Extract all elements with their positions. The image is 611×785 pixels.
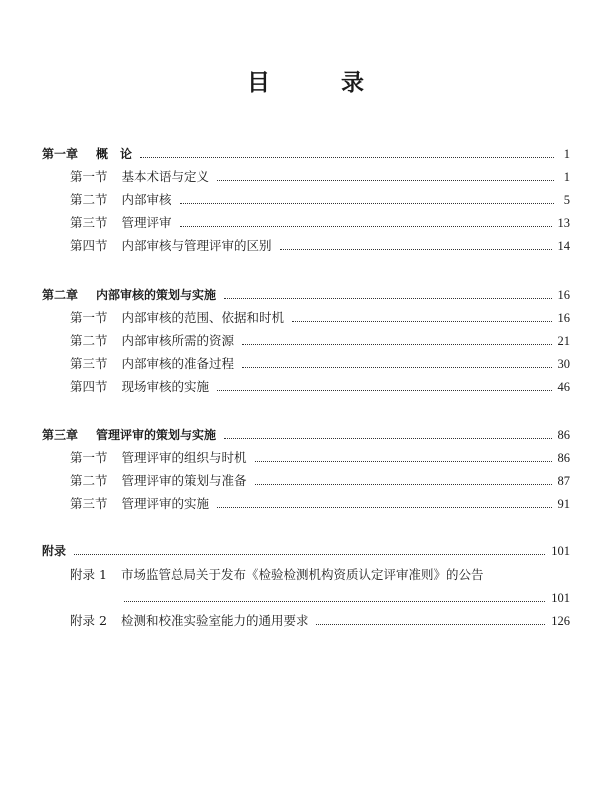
- dot-leader: [217, 179, 554, 181]
- chapter-title: 管理评审的策划与实施: [96, 428, 217, 442]
- dot-leader: [242, 366, 551, 368]
- dot-leader: [255, 483, 552, 485]
- section-number: 第三节: [70, 356, 108, 371]
- toc-appendix[interactable]: [42, 541, 570, 561]
- appendix-title: 附录: [42, 544, 67, 558]
- page-number: 101: [551, 544, 570, 558]
- section-title: 管理评审的组织与时机: [121, 450, 247, 465]
- toc-section[interactable]: [70, 236, 570, 256]
- chapter-title: 内部审核的策划与实施: [96, 288, 217, 302]
- toc-chapter-3[interactable]: [42, 425, 570, 445]
- section-number: 第一节: [70, 310, 108, 325]
- section-title: 内部审核的范围、依据和时机: [121, 310, 285, 325]
- section-number: 第三节: [70, 496, 108, 511]
- page-number: 1: [563, 170, 570, 184]
- section-title: 管理评审的策划与准备: [121, 473, 247, 488]
- dot-leader: [217, 389, 551, 391]
- dot-leader: [242, 343, 551, 345]
- dot-leader: [224, 437, 551, 439]
- dot-leader: [217, 506, 551, 508]
- dot-leader: [255, 460, 552, 462]
- section-number: 第一节: [70, 169, 108, 184]
- page-number: 87: [557, 474, 570, 488]
- page-title: 目 录: [247, 69, 388, 96]
- chapter-number: 第二章: [42, 288, 79, 302]
- toc-section[interactable]: [70, 377, 570, 397]
- toc-section[interactable]: [70, 354, 570, 374]
- dot-leader: [180, 202, 554, 204]
- section-title: 内部审核: [121, 192, 172, 207]
- dot-leader: [292, 320, 551, 322]
- appendix-item-title: 检测和校准实验室能力的通用要求: [120, 613, 309, 628]
- toc-chapter-1[interactable]: [42, 144, 570, 164]
- section-number: 第四节: [70, 379, 108, 394]
- section-number: 第四节: [70, 238, 108, 253]
- page-number: 86: [557, 428, 570, 442]
- chapter-number: 第一章: [42, 147, 79, 161]
- section-title: 内部审核的准备过程: [121, 356, 235, 371]
- page-number: 126: [551, 614, 570, 628]
- appendix-number: 附录 2: [70, 613, 107, 628]
- page-number: 46: [557, 380, 570, 394]
- appendix-number: 附录 1: [70, 567, 107, 582]
- toc-section[interactable]: [70, 308, 570, 328]
- section-number: 第二节: [70, 192, 108, 207]
- section-number: 第一节: [70, 450, 108, 465]
- dot-leader: [124, 600, 545, 602]
- page-number: 13: [557, 216, 570, 230]
- section-number: 第三节: [70, 215, 108, 230]
- page-number: 14: [557, 239, 570, 253]
- section-title: 内部审核所需的资源: [121, 333, 235, 348]
- toc-section[interactable]: [70, 190, 570, 210]
- appendix-item-title: 市场监管总局关于发布《检验检测机构资质认定评审准则》的公告: [120, 567, 484, 582]
- dot-leader: [316, 623, 545, 625]
- page-number: 86: [557, 451, 570, 465]
- section-title: 基本术语与定义: [121, 169, 210, 184]
- dot-leader: [224, 297, 551, 299]
- section-number: 第二节: [70, 473, 108, 488]
- toc-section[interactable]: [70, 448, 570, 468]
- section-number: 第二节: [70, 333, 108, 348]
- page-number: 21: [557, 334, 570, 348]
- toc-section[interactable]: [70, 167, 570, 187]
- toc-section[interactable]: [70, 471, 570, 491]
- toc-appendix-item-1-continuation[interactable]: [70, 588, 570, 608]
- toc-appendix-item-1[interactable]: [70, 565, 570, 585]
- page-number: 5: [563, 193, 570, 207]
- section-title: 内部审核与管理评审的区别: [121, 238, 272, 253]
- page-number: 1: [563, 147, 570, 161]
- dot-leader: [180, 225, 552, 227]
- section-title: 管理评审: [121, 215, 172, 230]
- toc-section[interactable]: [70, 213, 570, 233]
- page-number: 16: [557, 311, 570, 325]
- section-title: 管理评审的实施: [121, 496, 210, 511]
- dot-leader: [140, 156, 554, 158]
- section-title: 现场审核的实施: [121, 379, 210, 394]
- toc-section[interactable]: [70, 494, 570, 514]
- page-number: 101: [551, 591, 570, 605]
- page-number: 16: [557, 288, 570, 302]
- page-number: 30: [557, 357, 570, 371]
- dot-leader: [74, 553, 545, 555]
- toc-chapter-2[interactable]: [42, 285, 570, 305]
- chapter-number: 第三章: [42, 428, 79, 442]
- dot-leader: [280, 248, 552, 250]
- page-number: 91: [557, 497, 570, 511]
- toc-section[interactable]: [70, 331, 570, 351]
- chapter-title: 概 论: [96, 147, 133, 161]
- toc-appendix-item-2[interactable]: [70, 611, 570, 631]
